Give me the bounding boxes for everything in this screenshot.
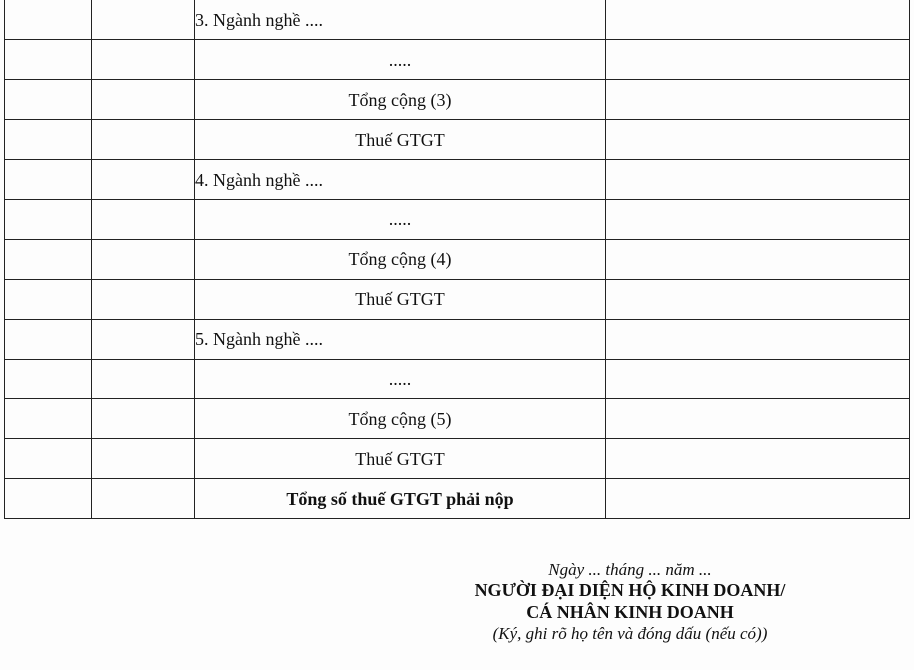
- row-index-cell: [5, 479, 92, 519]
- row-code-cell: [92, 399, 195, 439]
- row-index-cell: [5, 319, 92, 359]
- row-value-cell: [606, 319, 910, 359]
- row-code-cell: [92, 239, 195, 279]
- tax-table-body: [5, 0, 910, 519]
- row-label-cell: 4. Ngành nghề ....: [195, 160, 606, 200]
- row-label-cell: Thuế GTGT: [195, 279, 606, 319]
- row-code-cell: [92, 479, 195, 519]
- row-label-cell: 5. Ngành nghề ....: [195, 319, 606, 359]
- table-row: [5, 40, 910, 80]
- row-code-cell: [92, 0, 195, 40]
- row-index-cell: [5, 199, 92, 239]
- row-value-cell: [606, 120, 910, 160]
- row-label-cell: .....: [195, 40, 606, 80]
- row-code-cell: [92, 359, 195, 399]
- table-row: [5, 160, 910, 200]
- row-code-cell: [92, 160, 195, 200]
- row-value-cell: [606, 199, 910, 239]
- table-row: [5, 319, 910, 359]
- signature-note: (Ký, ghi rõ họ tên và đóng dấu (nếu có)): [492, 623, 768, 643]
- row-index-cell: [5, 120, 92, 160]
- row-label-cell: Tổng cộng (5): [195, 399, 606, 439]
- row-value-cell: [606, 399, 910, 439]
- row-label-cell: Thuế GTGT: [195, 439, 606, 479]
- row-label-cell: Tổng cộng (3): [195, 80, 606, 120]
- table-row: [5, 399, 910, 439]
- row-label-cell: 3. Ngành nghề ....: [195, 0, 606, 40]
- total-tax-value-cell: [606, 479, 910, 519]
- row-code-cell: [92, 80, 195, 120]
- row-index-cell: [5, 0, 92, 40]
- signature-title-line-2: CÁ NHÂN KINH DOANH: [526, 601, 734, 622]
- row-value-cell: [606, 40, 910, 80]
- row-value-cell: [606, 80, 910, 120]
- table-row: [5, 80, 910, 120]
- row-value-cell: [606, 439, 910, 479]
- row-label-cell: .....: [195, 199, 606, 239]
- signature-date-line: Ngày ... tháng ... năm ...: [548, 560, 712, 579]
- table-row: [5, 199, 910, 239]
- row-value-cell: [606, 359, 910, 399]
- row-label-cell: Thuế GTGT: [195, 120, 606, 160]
- row-index-cell: [5, 239, 92, 279]
- row-code-cell: [92, 439, 195, 479]
- row-code-cell: [92, 120, 195, 160]
- row-code-cell: [92, 279, 195, 319]
- table-row: [5, 0, 910, 40]
- row-index-cell: [5, 160, 92, 200]
- row-index-cell: [5, 40, 92, 80]
- table-row: [5, 239, 910, 279]
- row-index-cell: [5, 359, 92, 399]
- signature-title-line-1: NGƯỜI ĐẠI DIỆN HỘ KINH DOANH/: [474, 580, 786, 601]
- row-code-cell: [92, 319, 195, 359]
- row-code-cell: [92, 40, 195, 80]
- row-value-cell: [606, 160, 910, 200]
- row-value-cell: [606, 239, 910, 279]
- row-value-cell: [606, 0, 910, 40]
- row-label-cell: Tổng cộng (4): [195, 239, 606, 279]
- signature-block: [390, 560, 870, 644]
- table-row: [5, 439, 910, 479]
- row-index-cell: [5, 399, 92, 439]
- table-row: [5, 479, 910, 519]
- row-index-cell: [5, 279, 92, 319]
- row-index-cell: [5, 80, 92, 120]
- table-row: [5, 279, 910, 319]
- row-label-cell: .....: [195, 359, 606, 399]
- table-row: [5, 359, 910, 399]
- total-tax-label-cell: Tổng số thuế GTGT phải nộp: [195, 479, 606, 519]
- row-value-cell: [606, 279, 910, 319]
- row-code-cell: [92, 199, 195, 239]
- table-row: [5, 120, 910, 160]
- row-index-cell: [5, 439, 92, 479]
- tax-table: [4, 0, 910, 519]
